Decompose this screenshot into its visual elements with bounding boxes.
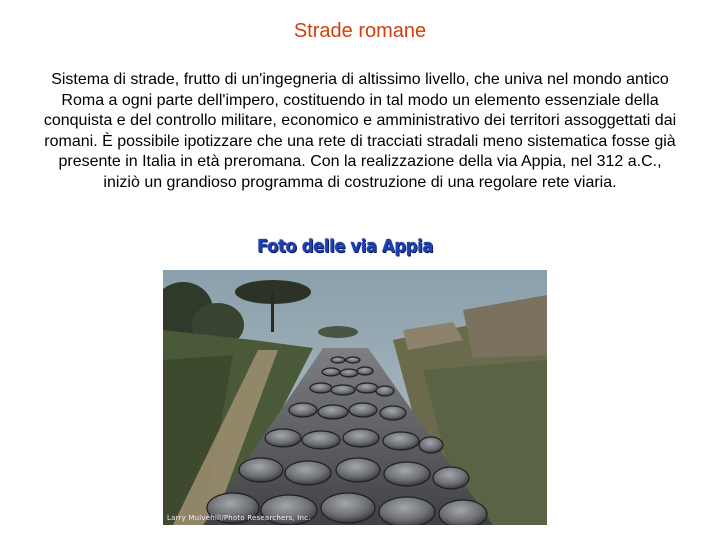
via-appia-photo <box>163 270 547 525</box>
via-appia-illustration <box>163 270 547 525</box>
photo-caption: Foto delle via Appia <box>256 236 434 257</box>
photo-credit: Larry Mulvehill/Photo Researchers, Inc. <box>167 514 311 522</box>
body-paragraph: Sistema di strade, frutto di un'ingegneria di altissimo livello, che univa nel mondo antico Roma a ogni parte dell'impero, costituendo in tal modo un elemento essenziale della conquista e del controllo militare, economico e amministrativo dei territori assoggettati dai romani. È possibile ipotizzare che una rete di tracciati stradali meno sistematica fosse già presente in Italia in età preromana. Con la realizzazione della via Appia, nel 312 a.C., iniziò un grandioso programma di costruzione di una regolare rete viaria. <box>43 71 677 191</box>
slide-title: Strade romane <box>293 20 427 42</box>
